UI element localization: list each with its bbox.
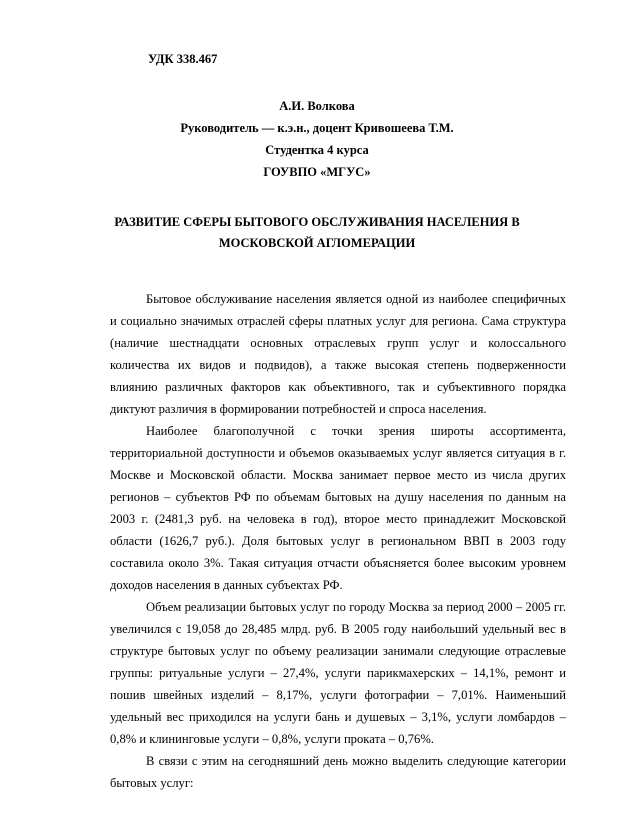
udk-code: УДК 338.467 (148, 52, 218, 66)
paragraph: В связи с этим на сегодняшний день можно выделить следующие категории бытовых услуг: (110, 754, 566, 790)
student-status: Студентка 4 курса (265, 143, 369, 157)
author-name: А.И. Волкова (279, 99, 355, 113)
paragraph: Наиболее благополучной с точки зрения широты ассортимента, территориальной доступности и объемов оказываемых услуг является ситуация в г. Москве и Московской области. Москва занимает первое место из числа других регионов – субъектов РФ по объемам бытовых на душу населения по данным на 2003 г. (2481,3 руб. на человека в год), второе место принадлежит Московской области (1626,7 руб.). Доля бытовых услуг в региональном ВВП в 2003 году составила около 3%. Такая ситуация отчасти объясняется более высоким уровнем доходов населения в данных субъектах РФ. (110, 424, 566, 592)
institution-name: ГОУВПО «МГУС» (263, 165, 371, 179)
supervisor-line: Руководитель — к.э.н., доцент Кривошеева Т.М. (180, 121, 454, 135)
paper-title: РАЗВИТИЕ СФЕРЫ БЫТОВОГО ОБСЛУЖИВАНИЯ НАСЕЛЕНИЯ В МОСКОВСКОЙ АГЛОМЕРАЦИИ (114, 215, 520, 250)
paragraph: Объем реализации бытовых услуг по городу Москва за период 2000 – 2005 гг. увеличился с 19,058 до 28,485 млрд. руб. В 2005 году наибольший удельный вес в структуре бытовых услуг по объему реализации занимали следующие отраслевые группы: ритуальные услуги – 27,4%, услуги парикмахерских – 14,1%, ремонт и пошив швейных изделий – 8,17%, услуги фотографии – 7,01%. Наименьший удельный вес приходился на услуги бань и душевых – 3,1%, услуги ломбардов – 0,8% и клининговые услуги – 0,8%, услуги проката – 0,76%. (110, 600, 566, 746)
paragraph: Бытовое обслуживание населения является одной из наиболее специфичных и социально значимых отраслей сферы платных услуг для региона. Сама структура (наличие шестнадцати основных отраслевых групп услуг и колоссального количества их видов и подвидов), а также высокая степень подверженности влиянию различных факторов как объективного, так и субъективного порядка диктуют различия в формировании потребностей и спроса населения. (110, 292, 566, 416)
author-block (0, 95, 634, 183)
body-text (110, 288, 566, 794)
